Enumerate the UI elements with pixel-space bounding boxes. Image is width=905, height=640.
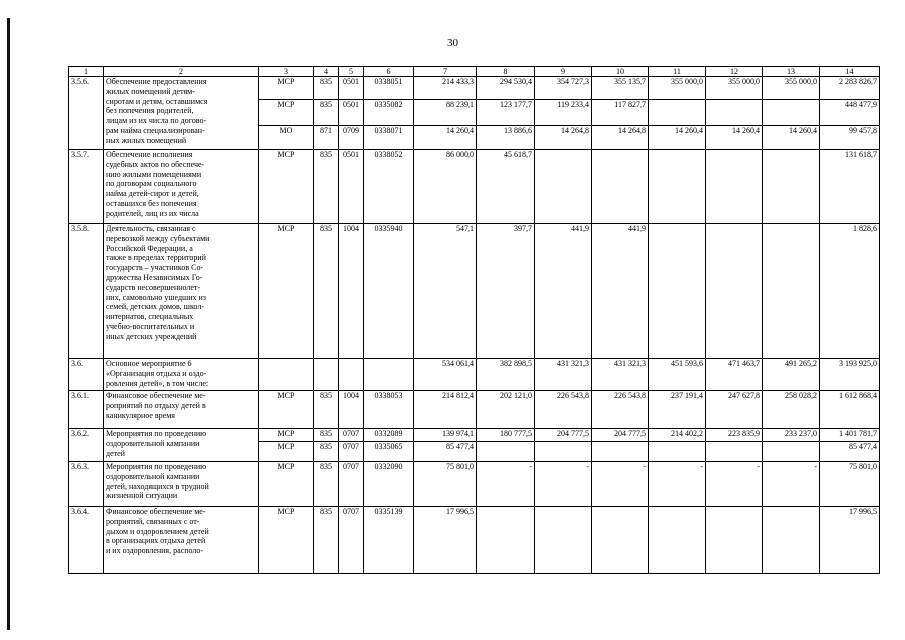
value-cell: 355 000,0 <box>649 77 706 100</box>
item-description: Обеспечение исполнения судебных актов по обеспече- нию жилыми помещениями по договорам социального найма детей-сирот и детей, оставшихся без попечения родителей, лиц из их числа <box>104 150 259 224</box>
header-cell: 7 <box>414 67 477 77</box>
item-description: Основное мероприятие 6 «Организация отдыха и оздо- ровления детей», в том числе: <box>104 359 259 391</box>
value-cell: 131 618,7 <box>820 150 880 224</box>
value-cell <box>706 224 763 359</box>
header-cell: 3 <box>259 67 314 77</box>
code-cell: 835 <box>314 391 339 429</box>
value-cell: 75 801,0 <box>414 462 477 507</box>
code-cell <box>364 359 414 391</box>
value-cell: 14 260,4 <box>763 126 820 150</box>
executor-cell: МСР <box>259 442 314 462</box>
value-cell <box>763 224 820 359</box>
code-cell: 0707 <box>339 507 364 574</box>
value-cell: 17 996,5 <box>820 507 880 574</box>
code-cell: 0501 <box>339 100 364 126</box>
item-description: Мероприятия по проведению оздоровительной кампании детей, находящихся в трудной жизненной ситуации <box>104 462 259 507</box>
value-cell <box>706 507 763 574</box>
value-cell: 85 477,4 <box>414 442 477 462</box>
value-cell <box>477 442 535 462</box>
value-cell <box>763 507 820 574</box>
value-cell: 355 135,7 <box>592 77 649 100</box>
value-cell <box>477 507 535 574</box>
value-cell: 233 237,0 <box>763 429 820 442</box>
header-cell: 12 <box>706 67 763 77</box>
value-cell: 117 827,7 <box>592 100 649 126</box>
value-cell: 17 996,5 <box>414 507 477 574</box>
header-cell: 5 <box>339 67 364 77</box>
value-cell: 397,7 <box>477 224 535 359</box>
value-cell: 294 530,4 <box>477 77 535 100</box>
item-description: Обеспечение предоставления жилых помещений детям- сиротам и детям, оставшимся без попечения родителей, лицам из их числа по догово- рам найма специализирован- ных жилых помещений <box>104 77 259 150</box>
value-cell <box>592 442 649 462</box>
value-cell: 382 898,5 <box>477 359 535 391</box>
code-cell: 0709 <box>339 126 364 150</box>
value-cell <box>649 442 706 462</box>
value-cell: 258 028,2 <box>763 391 820 429</box>
value-cell: 491 265,2 <box>763 359 820 391</box>
header-cell: 4 <box>314 67 339 77</box>
code-cell: 835 <box>314 462 339 507</box>
value-cell: - <box>763 462 820 507</box>
value-cell: 99 457,8 <box>820 126 880 150</box>
value-cell: 355 000,0 <box>706 77 763 100</box>
code-cell: 0332090 <box>364 462 414 507</box>
code-cell: 0338052 <box>364 150 414 224</box>
code-cell: 835 <box>314 507 339 574</box>
code-cell <box>314 359 339 391</box>
code-cell <box>339 359 364 391</box>
value-cell: 14 264,8 <box>592 126 649 150</box>
value-cell: 14 264,8 <box>535 126 592 150</box>
value-cell: - <box>477 462 535 507</box>
code-cell: 835 <box>314 442 339 462</box>
value-cell: 202 121,0 <box>477 391 535 429</box>
item-number: 3.6.4. <box>69 507 104 574</box>
value-cell: - <box>535 462 592 507</box>
value-cell <box>592 507 649 574</box>
value-cell: 2 283 826,7 <box>820 77 880 100</box>
code-cell: 0707 <box>339 442 364 462</box>
code-cell: 835 <box>314 429 339 442</box>
value-cell <box>649 224 706 359</box>
value-cell: 86 000,0 <box>414 150 477 224</box>
item-description: Мероприятия по проведению оздоровительной кампании детей <box>104 429 259 462</box>
item-number: 3.5.7. <box>69 150 104 224</box>
executor-cell <box>259 359 314 391</box>
value-cell: 85 477,4 <box>820 442 880 462</box>
value-cell: - <box>649 462 706 507</box>
header-cell: 8 <box>477 67 535 77</box>
table-row <box>69 359 880 391</box>
value-cell <box>706 100 763 126</box>
code-cell: 835 <box>314 224 339 359</box>
page-number: 30 <box>447 37 458 49</box>
executor-cell: МСР <box>259 77 314 100</box>
code-cell: 0338051 <box>364 77 414 100</box>
value-cell: 431 321,3 <box>592 359 649 391</box>
code-cell: 0707 <box>339 429 364 442</box>
code-cell: 0338053 <box>364 391 414 429</box>
executor-cell: МСР <box>259 462 314 507</box>
value-cell: 354 727,3 <box>535 77 592 100</box>
value-cell: 123 177,7 <box>477 100 535 126</box>
item-description: Финансовое обеспечение ме- роприятий, связанных с от- дыхом и оздоровлением детей в организациях отдыха детей и их оздоровления, располо- <box>104 507 259 574</box>
item-description: Деятельность, связанная с перевозкой между субъектами Российской Федерации, а также в пределах территорий государств – участников Со- дружества Независимых Го- сударств несовершеннолет- них, самовольно ушедших из семей, детских домов, школ- интернатов, специальных учебно-воспитательных и иных детских учреждений <box>104 224 259 359</box>
value-cell <box>649 150 706 224</box>
header-cell: 6 <box>364 67 414 77</box>
item-description: Финансовое обеспечение ме- роприятий по отдыху детей в каникулярное время <box>104 391 259 429</box>
value-cell: 247 627,8 <box>706 391 763 429</box>
value-cell: 223 835,9 <box>706 429 763 442</box>
executor-cell: МСР <box>259 429 314 442</box>
item-number: 3.6.2. <box>69 429 104 462</box>
value-cell: 1 401 781,7 <box>820 429 880 442</box>
executor-cell: МО <box>259 126 314 150</box>
table-row <box>69 462 880 507</box>
executor-cell: МСР <box>259 391 314 429</box>
value-cell <box>706 442 763 462</box>
table-row <box>69 150 880 224</box>
value-cell <box>535 442 592 462</box>
value-cell: 431 321,3 <box>535 359 592 391</box>
value-cell <box>763 442 820 462</box>
code-cell: 0501 <box>339 77 364 100</box>
header-cell: 13 <box>763 67 820 77</box>
value-cell: 14 260,4 <box>706 126 763 150</box>
item-number: 3.6. <box>69 359 104 391</box>
value-cell <box>763 150 820 224</box>
header-row <box>69 67 880 77</box>
table-row <box>69 507 880 574</box>
table-row <box>69 391 880 429</box>
table-row <box>69 429 880 442</box>
code-cell: 835 <box>314 150 339 224</box>
value-cell: - <box>706 462 763 507</box>
executor-cell: МСР <box>259 100 314 126</box>
value-cell <box>535 150 592 224</box>
value-cell: 547,1 <box>414 224 477 359</box>
code-cell: 0501 <box>339 150 364 224</box>
value-cell: 45 618,7 <box>477 150 535 224</box>
table-row <box>69 77 880 100</box>
code-cell: 1004 <box>339 224 364 359</box>
value-cell: - <box>592 462 649 507</box>
item-number: 3.5.8. <box>69 224 104 359</box>
value-cell: 204 777,5 <box>592 429 649 442</box>
item-number: 3.6.1. <box>69 391 104 429</box>
value-cell <box>649 507 706 574</box>
value-cell: 88 239,1 <box>414 100 477 126</box>
executor-cell: МСР <box>259 507 314 574</box>
value-cell: 237 191,4 <box>649 391 706 429</box>
value-cell: 14 260,4 <box>649 126 706 150</box>
value-cell: 214 433,3 <box>414 77 477 100</box>
table-row <box>69 224 880 359</box>
code-cell: 871 <box>314 126 339 150</box>
header-cell: 9 <box>535 67 592 77</box>
value-cell <box>592 150 649 224</box>
value-cell: 441,9 <box>535 224 592 359</box>
code-cell: 1004 <box>339 391 364 429</box>
value-cell: 534 061,4 <box>414 359 477 391</box>
value-cell: 3 193 925,0 <box>820 359 880 391</box>
budget-table <box>68 66 880 574</box>
value-cell: 355 000,0 <box>763 77 820 100</box>
value-cell: 180 777,5 <box>477 429 535 442</box>
value-cell: 214 812,4 <box>414 391 477 429</box>
executor-cell: МСР <box>259 150 314 224</box>
code-cell: 0707 <box>339 462 364 507</box>
value-cell <box>535 507 592 574</box>
value-cell: 204 777,5 <box>535 429 592 442</box>
value-cell: 13 886,6 <box>477 126 535 150</box>
code-cell: 835 <box>314 100 339 126</box>
header-cell: 11 <box>649 67 706 77</box>
header-cell: 10 <box>592 67 649 77</box>
value-cell <box>649 100 706 126</box>
value-cell: 451 593,6 <box>649 359 706 391</box>
header-cell: 14 <box>820 67 880 77</box>
code-cell: 0332089 <box>364 429 414 442</box>
code-cell: 0335139 <box>364 507 414 574</box>
header-cell: 2 <box>104 67 259 77</box>
value-cell: 119 233,4 <box>535 100 592 126</box>
code-cell: 0335065 <box>364 442 414 462</box>
value-cell: 139 974,1 <box>414 429 477 442</box>
left-margin-rule <box>7 18 10 630</box>
value-cell <box>706 150 763 224</box>
code-cell: 835 <box>314 77 339 100</box>
value-cell: 75 801,0 <box>820 462 880 507</box>
value-cell: 441,9 <box>592 224 649 359</box>
value-cell: 226 543,8 <box>592 391 649 429</box>
item-number: 3.5.6. <box>69 77 104 150</box>
value-cell <box>763 100 820 126</box>
executor-cell: МСР <box>259 224 314 359</box>
code-cell: 0338071 <box>364 126 414 150</box>
value-cell: 14 260,4 <box>414 126 477 150</box>
code-cell: 0335082 <box>364 100 414 126</box>
value-cell: 214 402,2 <box>649 429 706 442</box>
value-cell: 1 828,6 <box>820 224 880 359</box>
header-cell: 1 <box>69 67 104 77</box>
value-cell: 471 463,7 <box>706 359 763 391</box>
value-cell: 226 543,8 <box>535 391 592 429</box>
item-number: 3.6.3. <box>69 462 104 507</box>
value-cell: 448 477,9 <box>820 100 880 126</box>
code-cell: 0335940 <box>364 224 414 359</box>
value-cell: 1 612 868,4 <box>820 391 880 429</box>
